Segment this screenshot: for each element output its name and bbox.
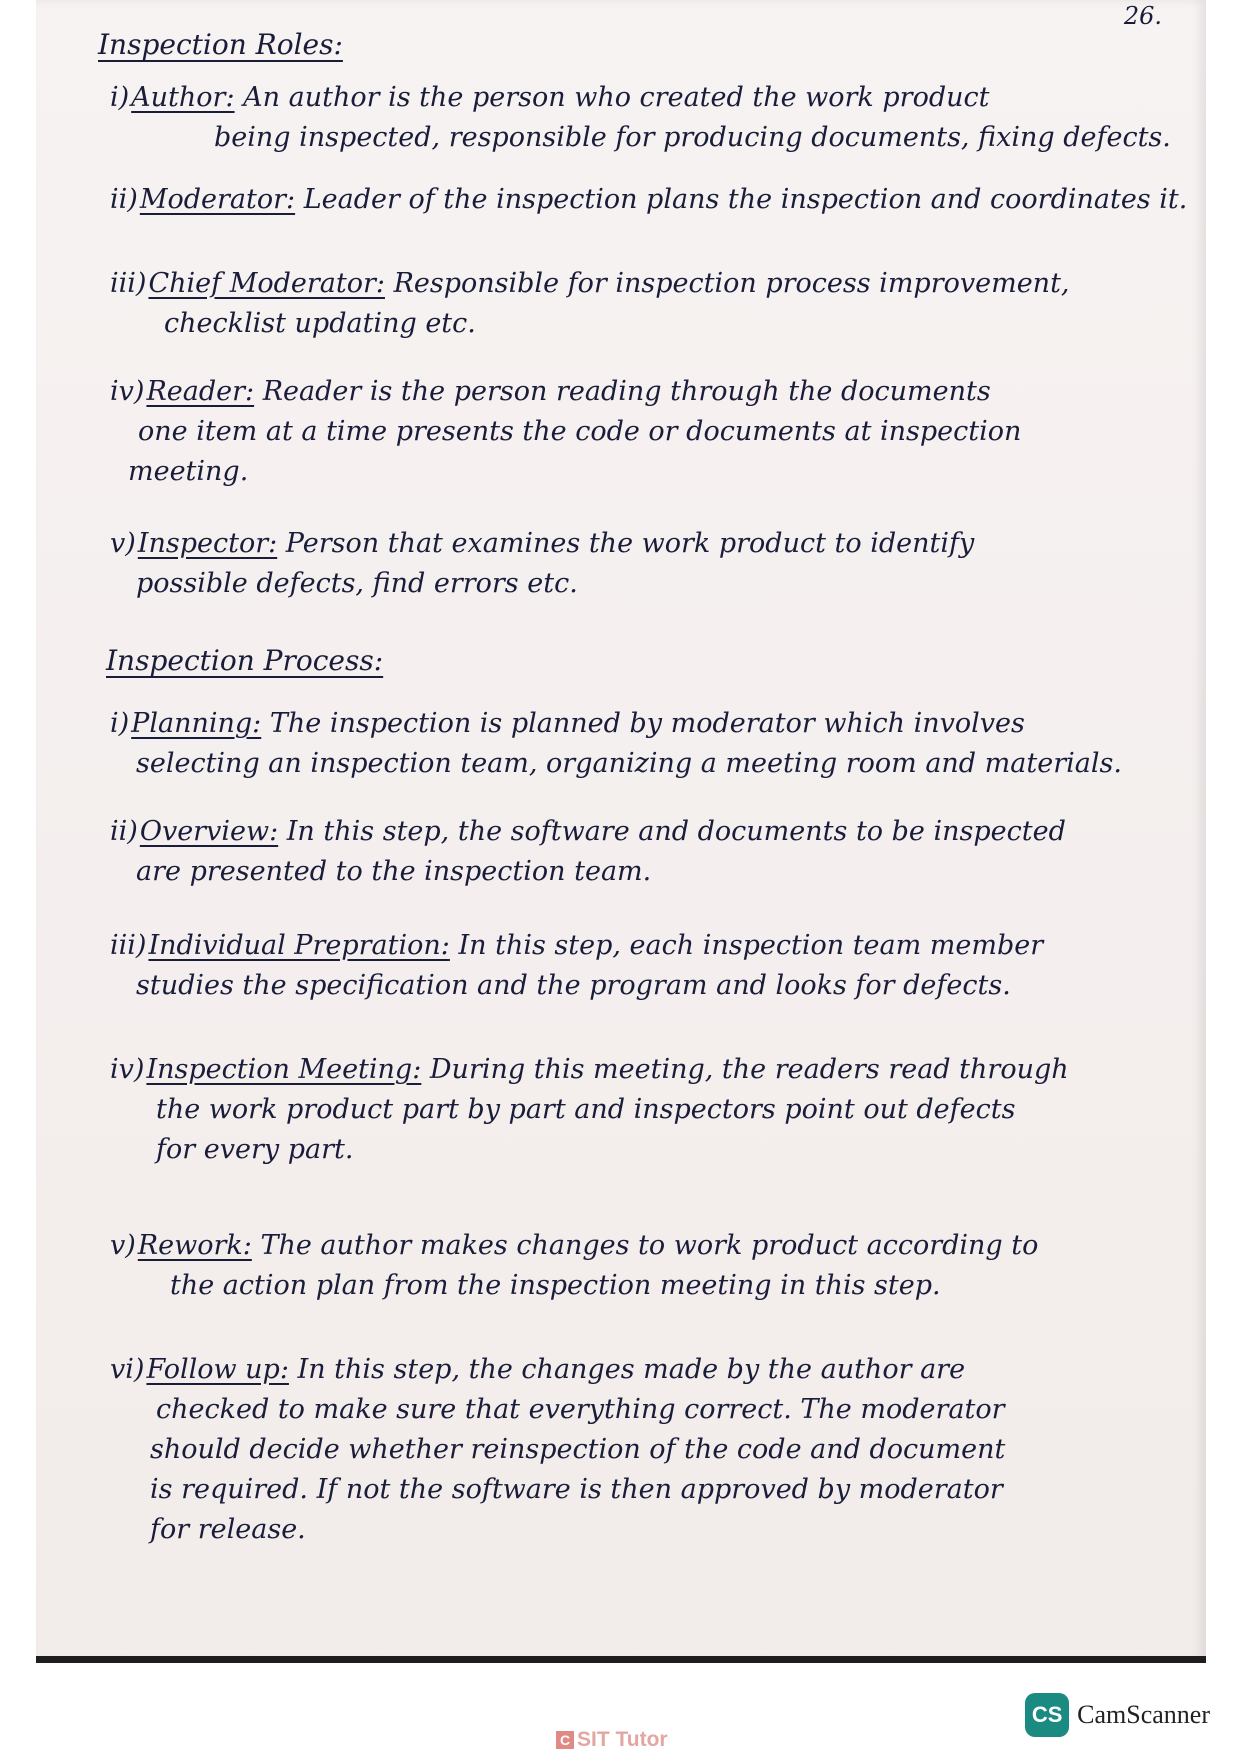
entry-term: Overview: <box>139 816 279 847</box>
entry-marker: v) <box>110 1230 136 1261</box>
entry-term: Rework: <box>137 1230 252 1261</box>
camscanner-logo-icon: CS <box>1025 1693 1069 1737</box>
entry-text: checklist updating etc. <box>164 308 476 339</box>
entry-text: An author is the person who created the work product <box>243 82 990 113</box>
entry-moderator <box>110 180 1188 220</box>
entry-term: Chief Moderator: <box>148 268 385 299</box>
watermark-text: SIT Tutor <box>577 1728 668 1751</box>
entry-term: Inspector: <box>137 528 278 559</box>
entry-follow-up <box>110 1350 1170 1550</box>
entry-text: is required. If not the software is then approved by moderator <box>150 1474 1003 1505</box>
entry-term: Moderator: <box>139 184 296 215</box>
camscanner-name: CamScanner <box>1077 1700 1210 1729</box>
entry-text: studies the specification and the program and looks for defects. <box>136 970 1011 1001</box>
entry-inspector <box>110 524 1170 604</box>
entry-author <box>110 78 1170 158</box>
watermark-logo-icon: C <box>556 1731 574 1749</box>
entry-text: checked to make sure that everything correct. The moderator <box>156 1394 1005 1425</box>
entry-marker: i) <box>110 708 130 739</box>
entry-marker: iii) <box>110 930 147 961</box>
entry-text: In this step, the changes made by the author are <box>297 1354 966 1385</box>
entry-marker: iv) <box>110 376 145 407</box>
entry-text: During this meeting, the readers read through <box>429 1054 1069 1085</box>
entry-planning <box>110 704 1170 784</box>
entry-text: are presented to the inspection team. <box>136 856 652 887</box>
section-title-inspection-process: Inspection Process: <box>106 644 384 677</box>
entry-text: Person that examines the work product to identify <box>285 528 975 559</box>
entry-chief-moderator <box>110 264 1170 344</box>
entry-term: Individual Prepration: <box>148 930 450 961</box>
entry-term: Follow up: <box>146 1354 289 1385</box>
watermark <box>556 1728 668 1752</box>
entry-marker: iv) <box>110 1054 145 1085</box>
section-title-inspection-roles: Inspection Roles: <box>98 28 343 61</box>
entry-marker: ii) <box>110 816 138 847</box>
entry-term: Inspection Meeting: <box>146 1054 422 1085</box>
entry-overview <box>110 812 1170 892</box>
entry-text: Reader is the person reading through the documents <box>262 376 991 407</box>
entry-text: one item at a time presents the code or documents at inspection <box>138 416 1022 447</box>
entry-term: Planning: <box>131 708 262 739</box>
entry-text: selecting an inspection team, organizing a meeting room and materials. <box>136 748 1122 779</box>
entry-text: In this step, the software and documents to be inspected <box>286 816 1066 847</box>
entry-rework <box>110 1226 1170 1306</box>
entry-text: possible defects, find errors etc. <box>136 568 578 599</box>
entry-text: In this step, each inspection team member <box>458 930 1044 961</box>
entry-inspection-meeting <box>110 1050 1170 1170</box>
entry-marker: iii) <box>110 268 147 299</box>
camscanner-badge <box>1025 1693 1210 1737</box>
entry-text: the action plan from the inspection meeting in this step. <box>170 1270 941 1301</box>
page-bottom-edge <box>36 1656 1206 1663</box>
page-number: 26. <box>1123 2 1162 30</box>
entry-reader <box>110 372 1170 492</box>
entry-term: Author: <box>131 82 235 113</box>
entry-text: should decide whether reinspection of the code and document <box>150 1434 1006 1465</box>
entry-text: The author makes changes to work product according to <box>260 1230 1039 1261</box>
entry-term: Reader: <box>146 376 255 407</box>
entry-text: for every part. <box>156 1134 354 1165</box>
notebook-page <box>36 0 1206 1662</box>
entry-text: meeting. <box>128 456 249 487</box>
entry-marker: v) <box>110 528 136 559</box>
entry-text: for release. <box>150 1514 306 1545</box>
entry-text: Responsible for inspection process improvement, <box>393 268 1070 299</box>
entry-text: Leader of the inspection plans the inspection and coordinates it. <box>303 184 1188 215</box>
entry-marker: i) <box>110 82 130 113</box>
entry-text: being inspected, responsible for producing documents, fixing defects. <box>214 122 1171 153</box>
entry-text: the work product part by part and inspectors point out defects <box>156 1094 1016 1125</box>
entry-text: The inspection is planned by moderator which involves <box>269 708 1025 739</box>
entry-marker: ii) <box>110 184 138 215</box>
entry-marker: vi) <box>110 1354 145 1385</box>
entry-individual-prepration <box>110 926 1170 1006</box>
